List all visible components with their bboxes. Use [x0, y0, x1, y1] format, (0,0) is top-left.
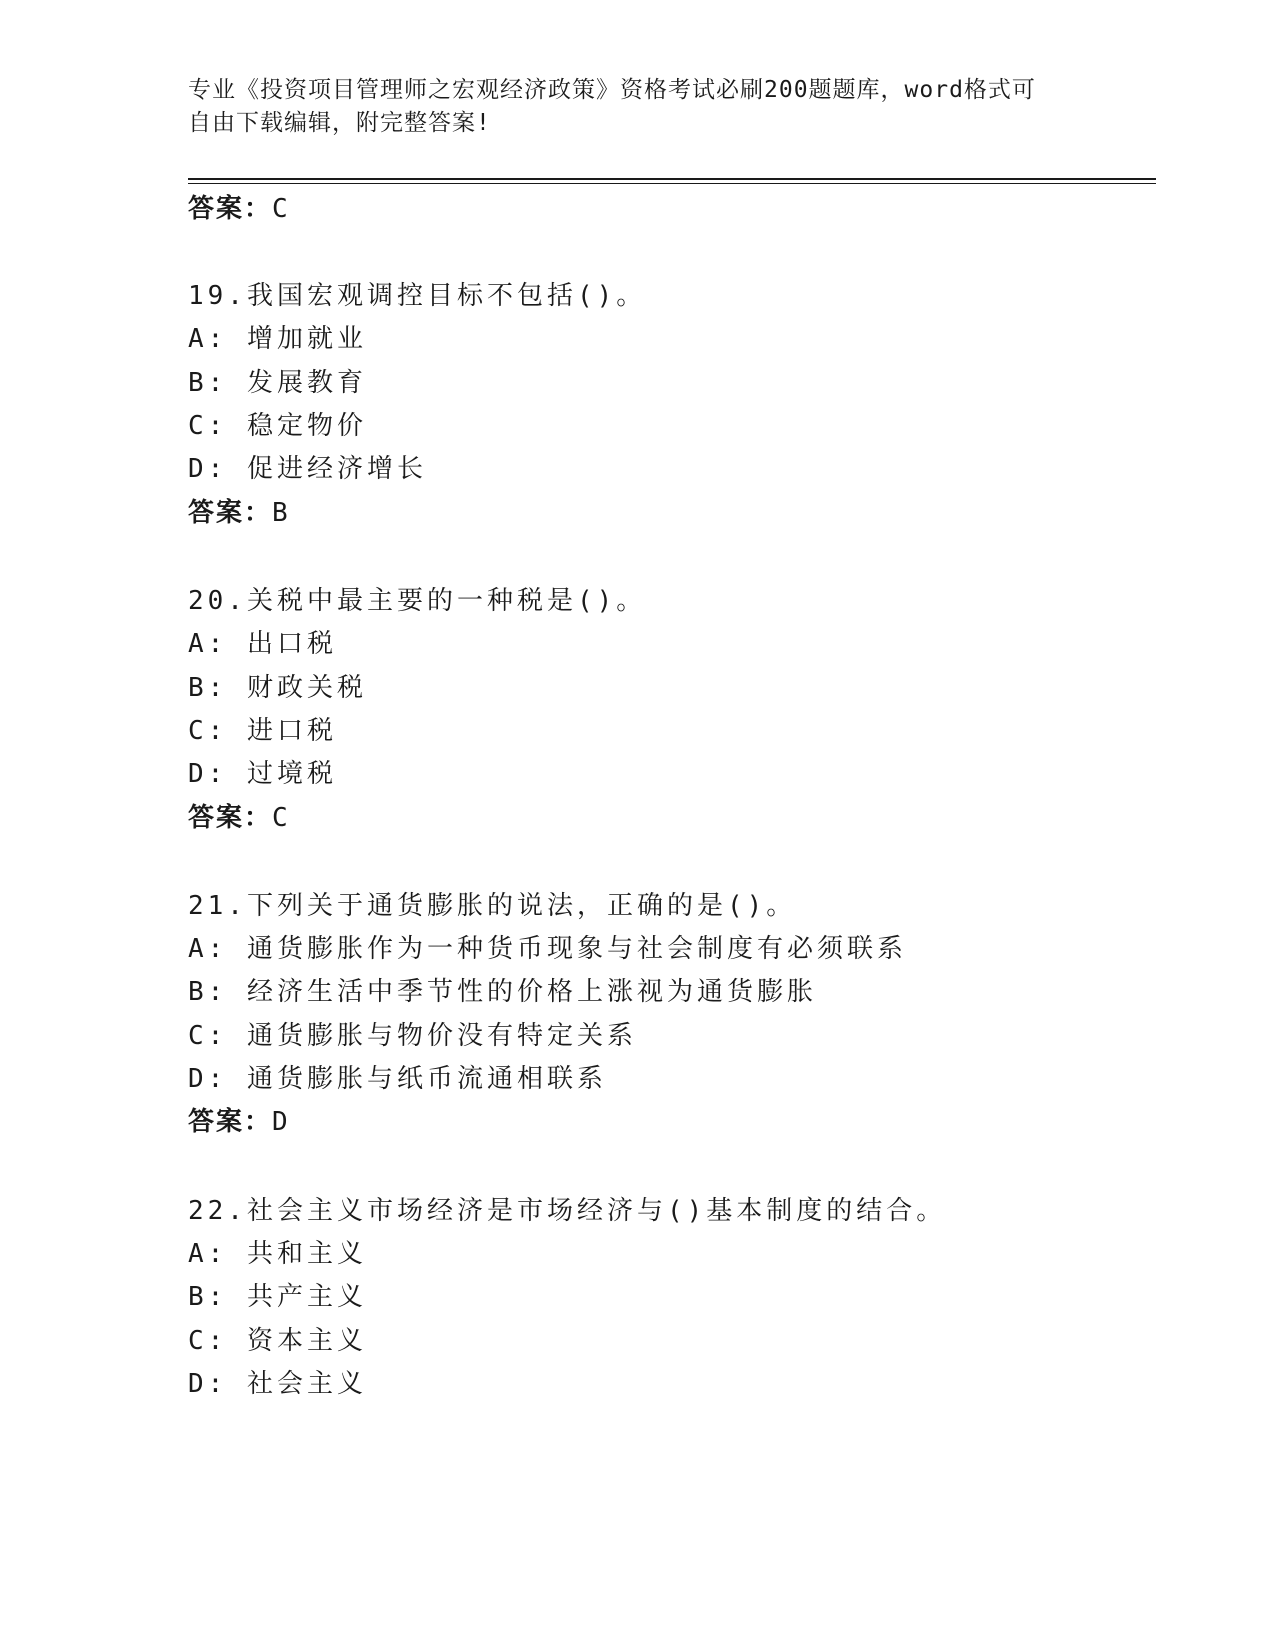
option-a: A: 共和主义	[188, 1239, 367, 1269]
option-b: B: 财政关税	[188, 673, 367, 703]
option-c: C: 资本主义	[188, 1326, 367, 1356]
question-stem: 20.关税中最主要的一种税是()。	[188, 586, 647, 616]
answer-value: C	[272, 194, 290, 224]
option-b: B: 发展教育	[188, 368, 367, 398]
document-header	[188, 74, 1068, 140]
option-d: D: 社会主义	[188, 1369, 367, 1399]
answer-label: 答案：	[188, 498, 273, 528]
question-stem: 19.我国宏观调控目标不包括()。	[188, 281, 647, 311]
header-divider	[188, 178, 1156, 180]
question-stem: 22.社会主义市场经济是市场经济与()基本制度的结合。	[188, 1196, 947, 1226]
answer-line	[188, 801, 290, 835]
answer-label: 答案：	[188, 194, 273, 224]
option-c: C: 进口税	[188, 716, 337, 746]
answer-label: 答案：	[188, 803, 273, 833]
option-a: A: 通货膨胀作为一种货币现象与社会制度有必须联系	[188, 934, 907, 964]
header-line-1: 专业《投资项目管理师之宏观经济政策》资格考试必刷200题题库，word格式可	[188, 77, 1036, 103]
option-a: A: 出口税	[188, 629, 337, 659]
option-b: B: 共产主义	[188, 1282, 367, 1312]
option-d: D: 通货膨胀与纸币流通相联系	[188, 1064, 607, 1094]
answer-line	[188, 496, 290, 530]
option-b: B: 经济生活中季节性的价格上涨视为通货膨胀	[188, 977, 817, 1007]
header-line-2: 自由下载编辑，附完整答案!	[188, 110, 491, 136]
answer-value: D	[272, 1107, 290, 1137]
option-c: C: 通货膨胀与物价没有特定关系	[188, 1021, 637, 1051]
option-d: D: 过境税	[188, 759, 337, 789]
option-a: A: 增加就业	[188, 324, 367, 354]
question-stem: 21.下列关于通货膨胀的说法，正确的是()。	[188, 891, 797, 921]
answer-line	[188, 192, 290, 226]
option-c: C: 稳定物价	[188, 411, 367, 441]
answer-value: B	[272, 498, 290, 528]
answer-value: C	[272, 803, 290, 833]
answer-label: 答案：	[188, 1107, 273, 1137]
header-divider-thin	[188, 183, 1156, 184]
option-d: D: 促进经济增长	[188, 454, 427, 484]
answer-line	[188, 1105, 290, 1139]
